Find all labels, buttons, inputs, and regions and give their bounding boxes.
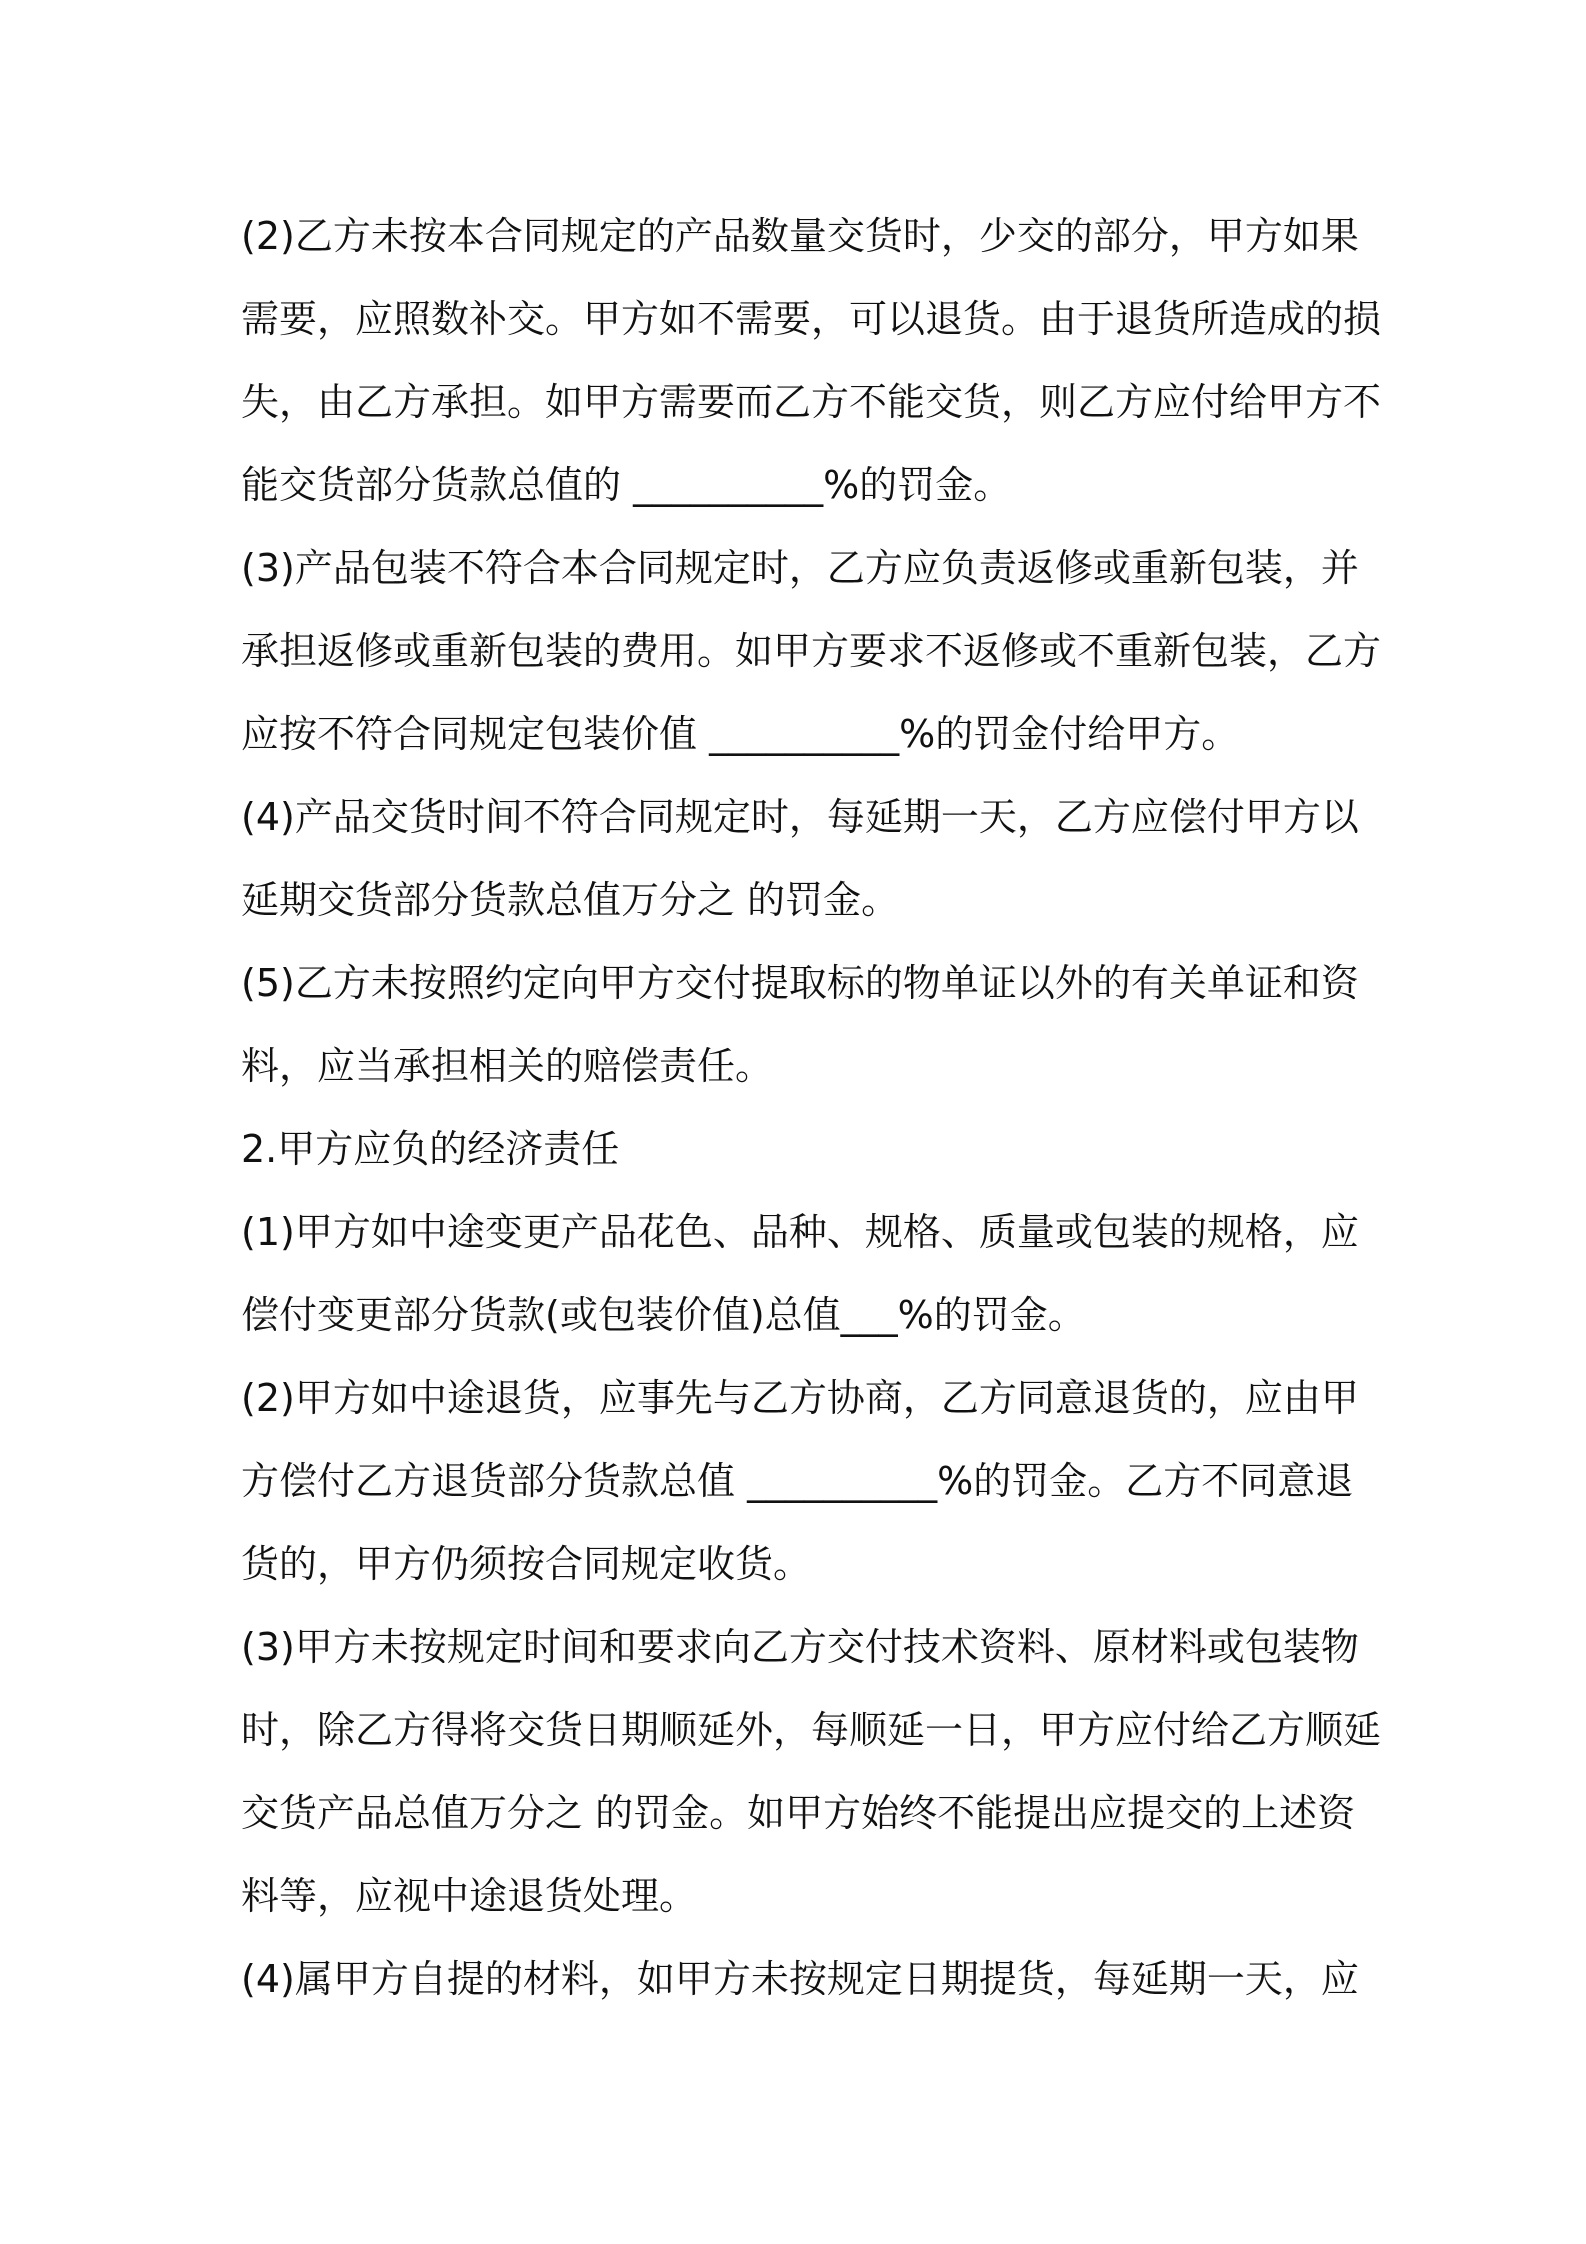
document-body bbox=[241, 195, 1382, 2021]
text-line: (2)乙方未按本合同规定的产品数量交货时，少交的部分，甲方如果 bbox=[241, 214, 1359, 258]
text-line: 料等，应视中途退货处理。 bbox=[241, 1874, 698, 1918]
text-line: 交货产品总值万分之 的罚金。如甲方始终不能提出应提交的上述资 bbox=[241, 1791, 1356, 1835]
text-line: 料，应当承担相关的赔偿责任。 bbox=[241, 1044, 774, 1088]
text-line: (4)产品交货时间不符合同规定时，每延期一天，乙方应偿付甲方以 bbox=[241, 795, 1359, 839]
text-line: (4)属甲方自提的材料，如甲方未按规定日期提货，每延期一天，应 bbox=[241, 1957, 1359, 2001]
text-line: 货的，甲方仍须按合同规定收货。 bbox=[241, 1542, 812, 1586]
section-heading: 2.甲方应负的经济责任 bbox=[241, 1127, 620, 1171]
text-line: (5)乙方未按照约定向甲方交付提取标的物单证以外的有关单证和资 bbox=[241, 961, 1359, 1005]
text-line: 延期交货部分货款总值万分之 的罚金。 bbox=[241, 878, 900, 922]
text-line: 方偿付乙方退货部分货款总值 __________%的罚金。乙方不同意退 bbox=[241, 1459, 1354, 1503]
text-line: 时，除乙方得将交货日期顺延外，每顺延一日，甲方应付给乙方顺延 bbox=[241, 1708, 1382, 1752]
text-line: 承担返修或重新包装的费用。如甲方要求不返修或不重新包装，乙方 bbox=[241, 629, 1382, 673]
text-line: 能交货部分货款总值的 __________%的罚金。 bbox=[241, 463, 1012, 507]
text-line: (3)甲方未按规定时间和要求向乙方交付技术资料、原材料或包装物 bbox=[241, 1625, 1359, 1669]
text-line: (2)甲方如中途退货，应事先与乙方协商，乙方同意退货的，应由甲 bbox=[241, 1376, 1359, 1420]
text-line: 应按不符合同规定包装价值 __________%的罚金付给甲方。 bbox=[241, 712, 1240, 756]
text-line: (1)甲方如中途变更产品花色、品种、规格、质量或包装的规格，应 bbox=[241, 1210, 1359, 1254]
text-line: 失，由乙方承担。如甲方需要而乙方不能交货，则乙方应付给甲方不 bbox=[241, 380, 1382, 424]
text-line: (3)产品包装不符合本合同规定时，乙方应负责返修或重新包装，并 bbox=[241, 546, 1359, 590]
text-line: 需要，应照数补交。甲方如不需要，可以退货。由于退货所造成的损 bbox=[241, 297, 1382, 341]
text-line: 偿付变更部分货款(或包装价值)总值___%的罚金。 bbox=[241, 1293, 1086, 1337]
